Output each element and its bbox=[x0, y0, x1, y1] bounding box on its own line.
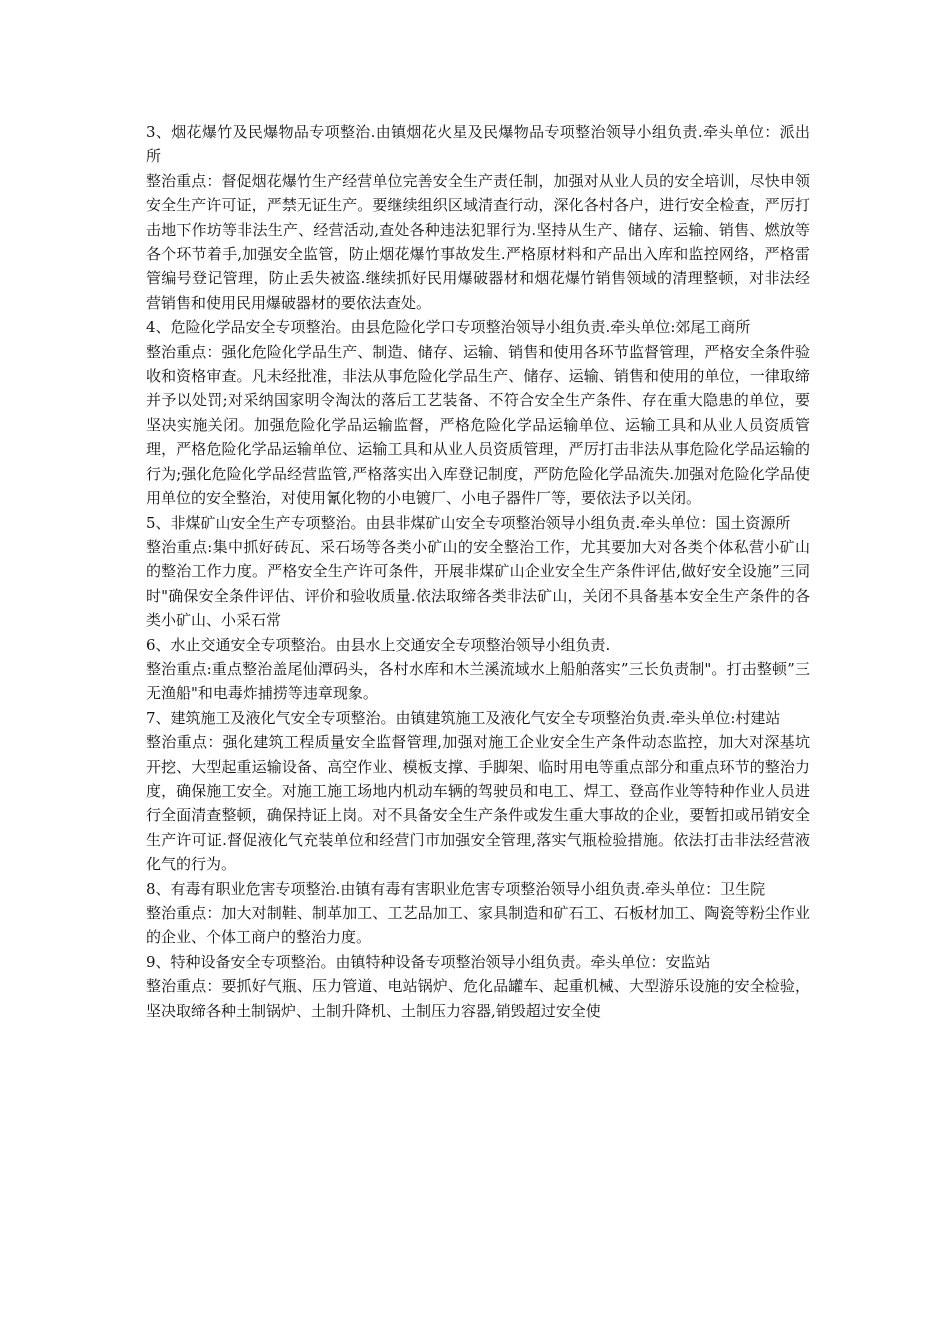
section-8-heading: 8、有毒有职业危害专项整治.由镇有毒有害职业危害专项整治领导小组负责.牵头单位：卫生院 bbox=[146, 879, 766, 898]
section-8-body: 整治重点：加大对制鞋、制革加工、工艺品加工、家具制造和矿石工、石板材加工、陶瓷等粉尘作业的企业、个体工商户的整治力度。 bbox=[146, 904, 810, 947]
section-3-body: 整治重点：督促烟花爆竹生产经营单位完善安全生产责任制，加强对从业人员的安全培训，尽快申领安全生产许可证，严禁无证生产。要继续组织区域清查行动，深化各村各户，进行安全检查，严厉打击地下作坊等非法生产、经营活动,查处各种违法犯罪行为.坚持从生产、储存、运输、销售、燃放等各个环节着手,加强安全监管，防止烟花爆竹事故发生.严格原材料和产品出入库和监控网络，严格雷管编号登记管理，防止丢失被盗.继续抓好民用爆破器材和烟花爆竹销售领域的清理整顿，对非法经营销售和使用民用爆破器材的要依法查处。 bbox=[146, 171, 810, 312]
section-3-heading: 3、烟花爆竹及民爆物品专项整治.由镇烟花火星及民爆物品专项整治领导小组负责.牵头单位：派出所 bbox=[146, 123, 810, 166]
section-9-body: 整治重点：要抓好气瓶、压力管道、电站锅炉、危化品罐车、起重机械、大型游乐设施的安全检验，坚决取缔各种土制锅炉、土制升降机、土制压力容器,销毁超过安全使 bbox=[146, 977, 810, 1020]
section-4-body: 整治重点：强化危险化学品生产、制造、储存、运输、销售和使用各环节监督管理，严格安全条件验收和资格审查。凡未经批准，非法从事危险化学品生产、储存、运输、销售和使用的单位，一律取缔并予以处罚;对采纳国家明令淘汰的落后工艺装备、不符合安全生产条件、存在重大隐患的单位，要坚决实施关闭。加强危险化学品运输监督，严格危险化学品运输单位、运输工具和从业人员资质管理，严格危险化学品运输单位、运输工具和从业人员资质管理，严厉打击非法从事危险化学品运输的行为;强化危险化学品经营监管,严格落实出入库登记制度，严防危险化学品流失.加强对危险化学品使用单位的安全整治，对使用氰化物的小电镀厂、小电子器件厂等，要依法予以关闭。 bbox=[146, 342, 810, 508]
section-7-body: 整治重点：强化建筑工程质量安全监督管理,加强对施工企业安全生产条件动态监控，加大对深基坑开挖、大型起重运输设备、高空作业、模板支撑、手脚架、临时用电等重点部分和重点环节的整治力度，确保施工安全。对施工施工场地内机动车辆的驾驶员和电工、焊工、登高作业等特种作业人员进行全面清查整顿，确保持证上岗。对不具备安全生产条件或发生重大事故的企业，要暂扣或吊销安全生产许可证.督促液化气充装单位和经营门市加强安全管理,落实气瓶检验措施。依法打击非法经营液化气的行为。 bbox=[146, 733, 810, 874]
section-5-heading: 5、非煤矿山安全生产专项整治。由县非煤矿山安全专项整治领导小组负责.牵头单位：国土资源所 bbox=[146, 513, 791, 532]
section-7-heading: 7、建筑施工及液化气安全专项整治。由镇建筑施工及液化气安全专项整治负责.牵头单位:村建站 bbox=[146, 708, 781, 727]
document-body bbox=[146, 120, 810, 1023]
section-6-body: 整治重点:重点整治盖尾仙潭码头，各村水库和木兰溪流域水上船舶落实”三长负责制"。打击整顿”三无渔船"和电毒炸捕捞等违章现象。 bbox=[146, 659, 810, 703]
section-5-body: 整治重点:集中抓好砖瓦、采石场等各类小矿山的安全整治工作，尤其要加大对各类个体私营小矿山的整治工作力度。严格安全生产许可条件，开展非煤矿山企业安全生产条件评估,做好安全设施”三同时"确保安全条件评估、评价和验收质量.依法取缔各类非法矿山，关闭不具备基本安全生产条件的各类小矿山、小采石常 bbox=[146, 537, 810, 630]
section-9-heading: 9、特种设备安全专项整治。由镇特种设备专项整治领导小组负责。牵头单位：安监站 bbox=[146, 952, 711, 971]
section-6-heading: 6、水止交通安全专项整治。由县水上交通安全专项整治领导小组负责. bbox=[146, 635, 611, 654]
section-4-heading: 4、危险化学品安全专项整治。由县危险化学口专项整治领导小组负责.牵头单位:郊尾工商所 bbox=[146, 318, 751, 337]
